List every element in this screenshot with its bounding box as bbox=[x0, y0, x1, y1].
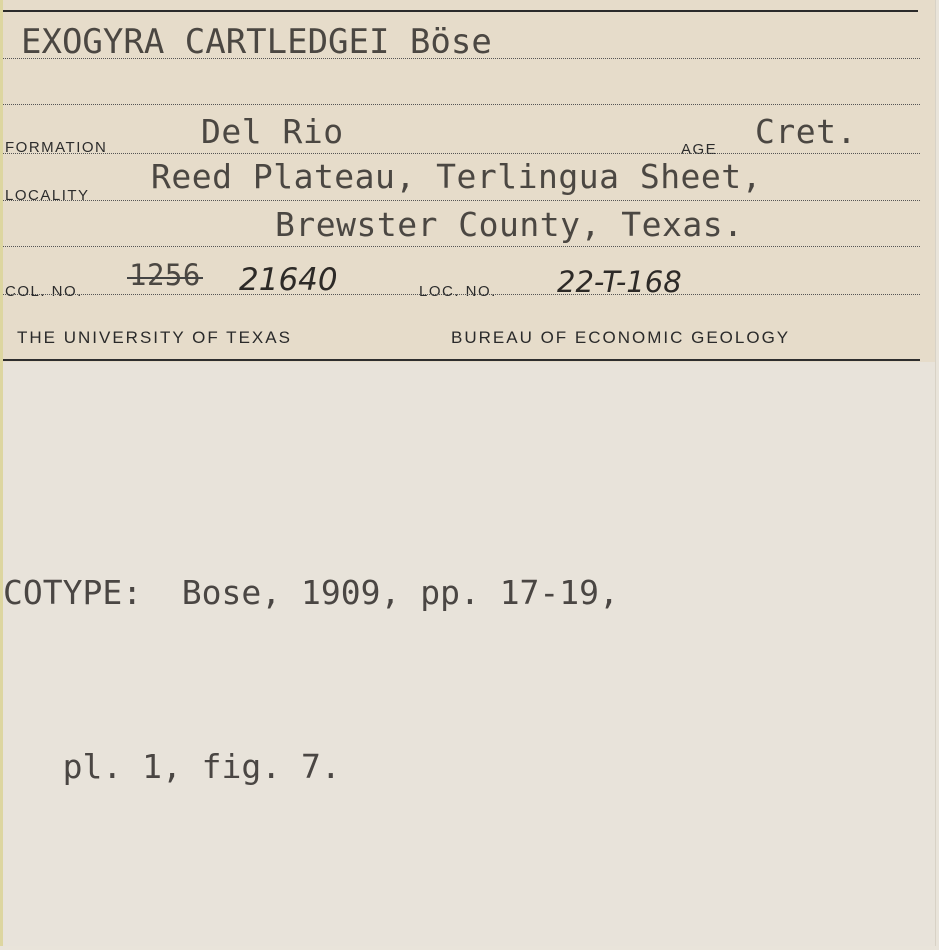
locality-line-1: Reed Plateau, Terlingua Sheet, bbox=[151, 157, 763, 196]
col-no-label: COL. NO. bbox=[5, 283, 83, 300]
locality-dotted-line-2 bbox=[3, 246, 920, 247]
remarks-line-2: pl. 1, fig. 7. bbox=[3, 747, 341, 786]
species-dotted-line bbox=[3, 58, 920, 59]
age-value: Cret. bbox=[755, 112, 857, 151]
locality-label: LOCALITY bbox=[5, 187, 90, 204]
species-name: EXOGYRA CARTLEDGEI Böse bbox=[21, 22, 492, 62]
col-dotted-line bbox=[3, 294, 920, 295]
footer-bureau: BUREAU OF ECONOMIC GEOLOGY bbox=[451, 328, 791, 347]
remarks-line-1: COTYPE: Bose, 1909, pp. 17-19, bbox=[3, 573, 619, 612]
formation-dotted-line bbox=[3, 153, 920, 154]
col-no-new: 21640 bbox=[239, 262, 338, 298]
loc-no-value: 22-T-168 bbox=[557, 265, 682, 299]
loc-no-label: LOC. NO. bbox=[419, 283, 497, 300]
footer-university: THE UNIVERSITY OF TEXAS bbox=[17, 328, 292, 347]
formation-label: FORMATION bbox=[5, 139, 108, 156]
top-rule bbox=[3, 10, 918, 12]
header-bottom-rule bbox=[3, 359, 920, 361]
age-label: AGE bbox=[681, 141, 718, 158]
locality-line-2: Brewster County, Texas. bbox=[275, 205, 744, 244]
remarks bbox=[3, 448, 619, 912]
blank-dotted-line bbox=[3, 104, 920, 105]
locality-dotted-line bbox=[3, 200, 920, 201]
col-no-old: 1256 bbox=[129, 258, 201, 292]
formation-value: Del Rio bbox=[201, 112, 344, 151]
